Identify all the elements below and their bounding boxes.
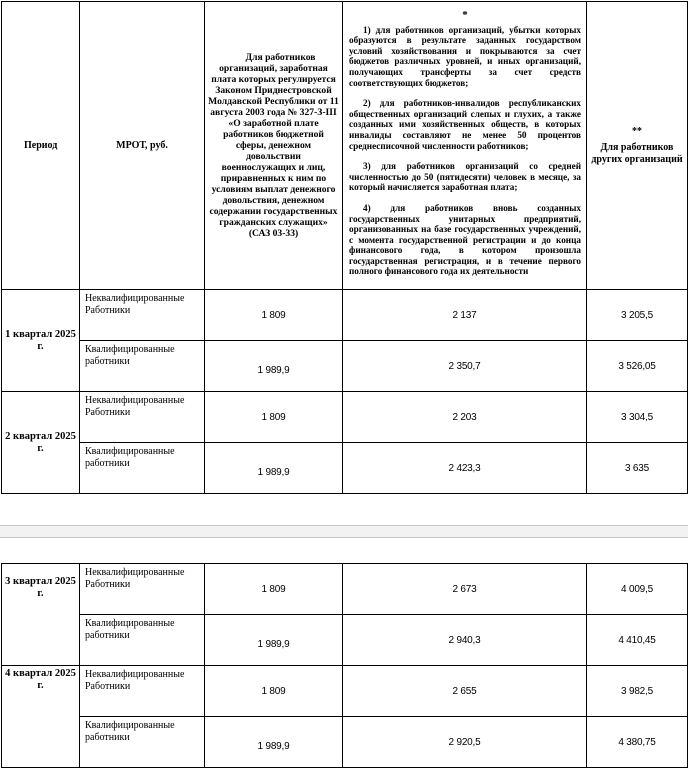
page-break-separator	[0, 525, 688, 538]
special-item-2: 2) для работников-инвалидов республиканских общественных организаций слепых и глухих, а также созданных ими хозяйственных обществ, в которых инвалиды составляют не менее 50 процентов среднесписочной численности работников;	[349, 98, 581, 151]
mrot-value: 1 809	[205, 290, 343, 341]
period-cell: 1 квартал 2025 г.	[2, 290, 80, 392]
special-value: 2 920,5	[343, 717, 587, 768]
table-row	[2, 392, 688, 443]
wage-table-page-2	[1, 563, 688, 768]
table-row	[2, 717, 688, 768]
table-row	[2, 615, 688, 666]
footnote-double-star: **	[632, 125, 642, 137]
footnote-star: *	[462, 9, 468, 21]
mrot-value: 1 809	[205, 392, 343, 443]
other-value: 4 410,45	[587, 615, 688, 666]
category-cell: Квалифицированные работники	[80, 443, 205, 494]
special-item-3: 3) для работников организаций со средней численностью до 50 (пятидесяти) человек в месяце, за который начисляется заработная плата;	[349, 161, 581, 193]
header-budget-workers-text: Для работников организаций, заработная плата которых регулируется Законом Приднестровской Молдавской Республики от 11 августа 2003 года № 327-З-III «О заработной плате работников бюджетной сферы, денежном довольствии военнослужащих и лиц, приравненных к ним по условиям выплат денежного довольствия, денежном содержании государственных гражданских служащих» (САЗ 03-33)	[208, 52, 339, 239]
header-other-organizations	[587, 2, 688, 290]
category-cell: Неквалифицированные Работники	[80, 290, 205, 341]
header-budget-workers	[205, 2, 343, 290]
special-value: 2 673	[343, 564, 587, 615]
special-value: 2 423,3	[343, 443, 587, 494]
other-value: 3 304,5	[587, 392, 688, 443]
mrot-value: 1 989,9	[205, 615, 343, 666]
category-cell: Квалифицированные работники	[80, 717, 205, 768]
special-value: 2 350,7	[343, 341, 587, 392]
header-period: Период	[2, 2, 80, 290]
period-cell: 4 квартал 2025 г.	[2, 666, 80, 768]
other-value: 3 635	[587, 443, 688, 494]
mrot-value: 1 809	[205, 564, 343, 615]
other-value: 3 205,5	[587, 290, 688, 341]
category-cell: Неквалифицированные Работники	[80, 392, 205, 443]
special-value: 2 655	[343, 666, 587, 717]
period-cell: 3 квартал 2025 г.	[2, 564, 80, 666]
special-value: 2 940,3	[343, 615, 587, 666]
table-row	[2, 564, 688, 615]
table-row	[2, 443, 688, 494]
category-cell: Неквалифицированные Работники	[80, 564, 205, 615]
table-row	[2, 666, 688, 717]
header-mrot: МРОТ, руб.	[80, 2, 205, 290]
table-row	[2, 341, 688, 392]
other-value: 3 526,05	[587, 341, 688, 392]
mrot-value: 1 989,9	[205, 717, 343, 768]
special-item-4: 4) для работников вновь созданных государственных унитарных предприятий, организованных на базе государственных учреждений, с момента государственной регистрации и до конца финансового года, в котором произошла государственная регистрация, и в течение первого полного финансового года их деятельности	[349, 202, 581, 277]
mrot-value: 1 989,9	[205, 341, 343, 392]
category-cell: Квалифицированные работники	[80, 341, 205, 392]
header-special-organizations	[343, 2, 587, 290]
special-value: 2 203	[343, 392, 587, 443]
other-value: 3 982,5	[587, 666, 688, 717]
other-value: 4 380,75	[587, 717, 688, 768]
table-header-row	[2, 2, 688, 290]
wage-table-page-1	[1, 1, 688, 494]
mrot-value: 1 989,9	[205, 443, 343, 494]
other-value: 4 009,5	[587, 564, 688, 615]
header-other-organizations-text: Для работников других организаций	[591, 141, 683, 165]
special-value: 2 137	[343, 290, 587, 341]
special-item-1: 1) для работников организаций, убытки которых образуются в результате заданных государством условий хозяйствования и покрываются за счет бюджетов различных уровней, и иных организаций, получающих трансферты за счет средств соответствующих бюджетов;	[349, 24, 581, 88]
period-cell: 2 квартал 2025 г.	[2, 392, 80, 494]
category-cell: Неквалифицированные Работники	[80, 666, 205, 717]
mrot-value: 1 809	[205, 666, 343, 717]
category-cell: Квалифицированные работники	[80, 615, 205, 666]
table-row	[2, 290, 688, 341]
